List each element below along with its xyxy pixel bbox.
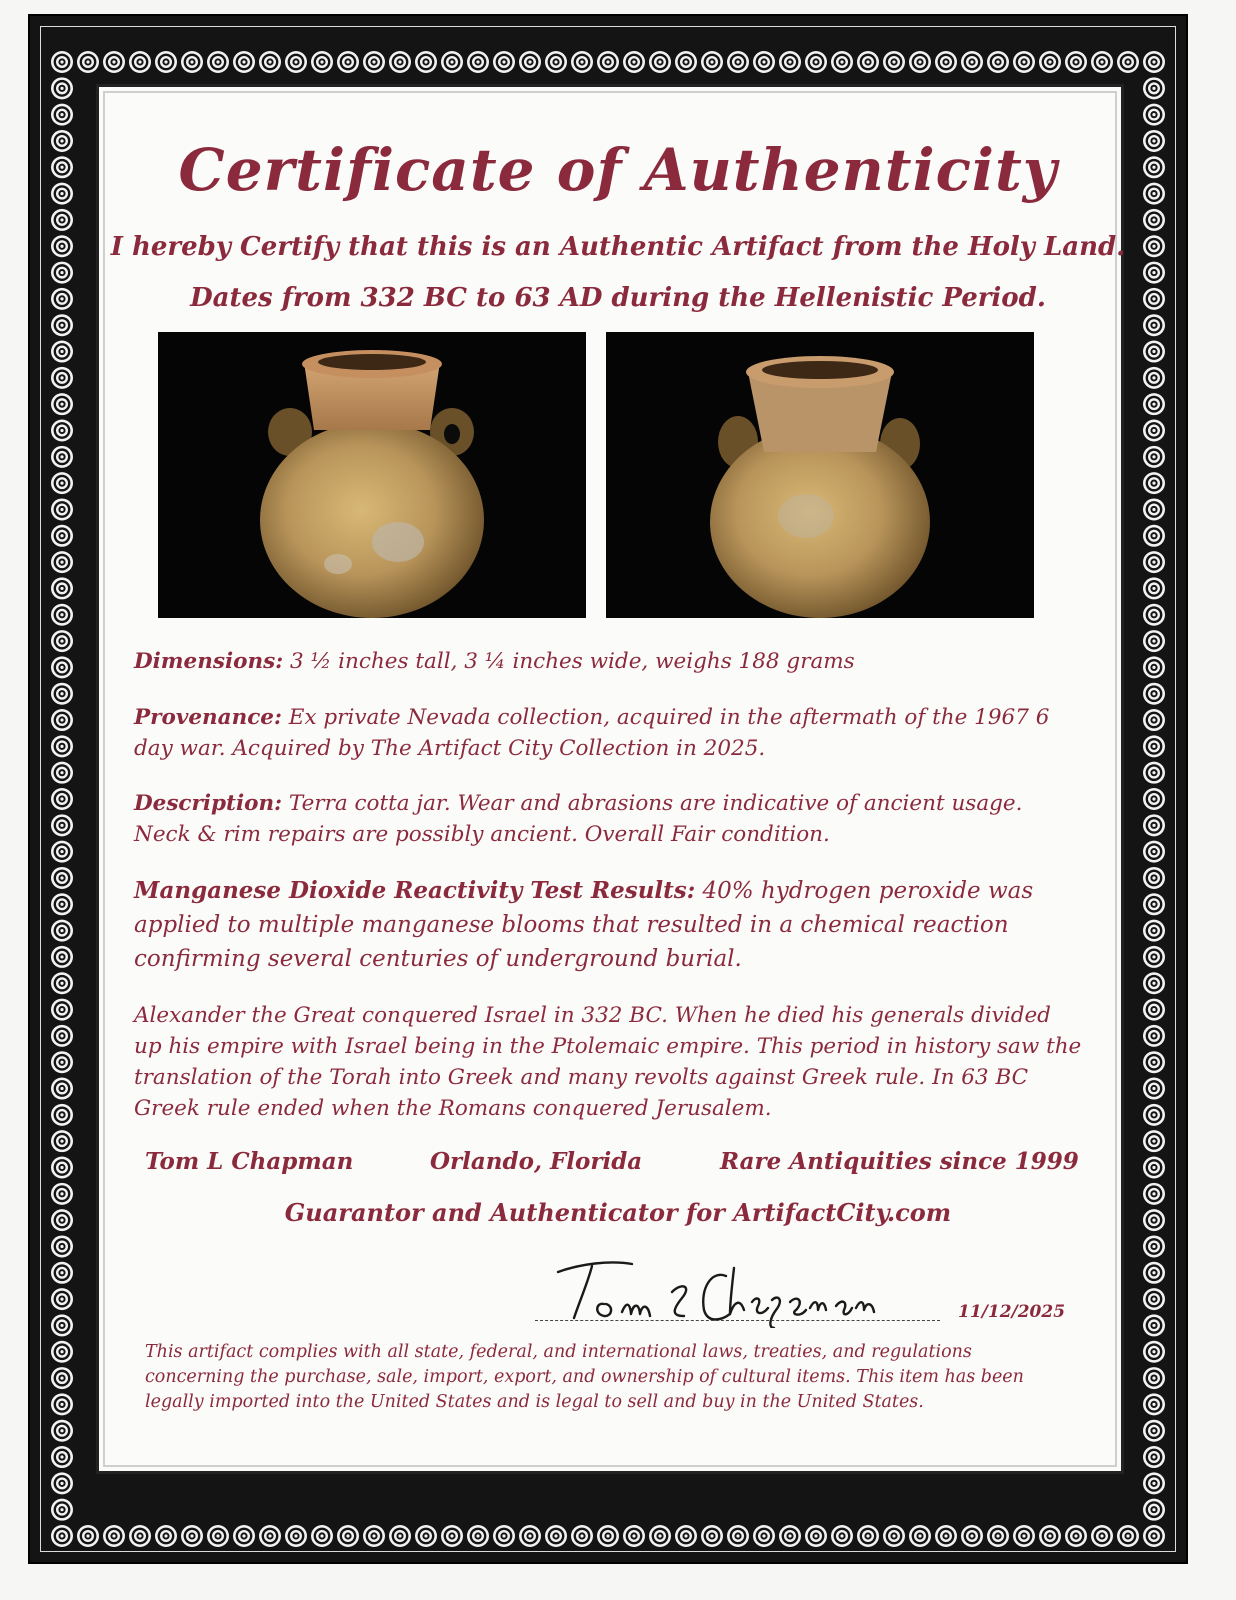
guarantor-line: Guarantor and Authenticator for ArtifactCity.com (284, 1198, 952, 1227)
artifact-photo-front (158, 332, 586, 618)
provenance (134, 702, 1084, 764)
test-results-text: 40% hydrogen peroxide was applied to multiple manganese blooms that resulted in a chemical reaction confirming several centuries of underground burial. (134, 878, 1034, 972)
authenticator-name: Tom L Chapman (145, 1148, 354, 1175)
dimensions-label: Dimensions: (134, 649, 284, 674)
description-text: Terra cotta jar. Wear and abrasions are indicative of ancient usage. Neck & rim repairs are possibly ancient. Overall Fair condition. (134, 791, 1023, 847)
authenticator-city: Orlando, Florida (430, 1148, 643, 1175)
test-results-label: Manganese Dioxide Reactivity Test Results: (134, 877, 696, 904)
certificate-title: Certificate of Authenticity (178, 136, 1058, 204)
dimensions (134, 646, 1084, 677)
description-label: Description: (134, 791, 283, 816)
handwritten-signature (540, 1238, 900, 1328)
legal-compliance-text: This artifact complies with all state, federal, and international laws, treaties, and regulations concerning the purchase, sale, import, export, and ownership of cultural items. This item has been legally imported into the United States and is legal to sell and buy in the United States. (145, 1342, 1024, 1412)
signature-date: 11/12/2025 (958, 1302, 1066, 1322)
dimensions-text: 3 ½ inches tall, 3 ¼ inches wide, weighs 188 grams (283, 649, 855, 674)
provenance-text: Ex private Nevada collection, acquired in the aftermath of the 1967 6 day war. Acquired by The Artifact City Collection in 2025. (134, 705, 1050, 761)
test-results (134, 874, 1084, 976)
history-paragraph: Alexander the Great conquered Israel in 332 BC. When he died his generals divided up his empire with Israel being in the Ptolemaic empire. This period in history saw the translation of the Torah into Greek and many revolts against Greek rule. In 63 BC Greek rule ended when the Romans conquered Jerusalem. (134, 1003, 1082, 1121)
date-range-statement: Dates from 332 BC to 63 AD during the Hellenistic Period. (190, 283, 1046, 313)
provenance-label: Provenance: (134, 705, 282, 730)
artifact-photo-side (606, 332, 1034, 618)
signature-line (535, 1320, 940, 1321)
authenticator-since: Rare Antiquities since 1999 (720, 1148, 1079, 1175)
certify-statement: I hereby Certify that this is an Authentic Artifact from the Holy Land. (110, 232, 1126, 262)
description (134, 788, 1084, 850)
